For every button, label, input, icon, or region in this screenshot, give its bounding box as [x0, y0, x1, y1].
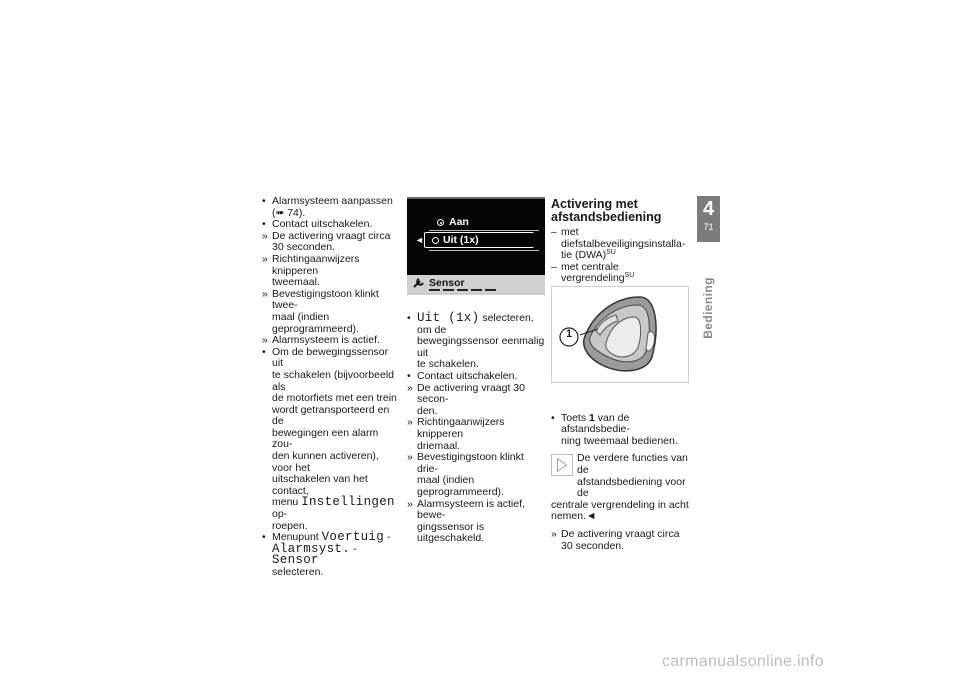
list-item-text: te schakelen. — [417, 358, 479, 371]
code-alarmsyst: Alarmsyst. — [272, 541, 351, 556]
list-item-text: den kunnen activeren), voor het — [272, 450, 379, 474]
menu-divider — [429, 230, 539, 231]
list-item-text: gingssensor is uitgeschakeld. — [417, 520, 485, 545]
page-number: 71 — [703, 222, 714, 232]
column-2 — [407, 313, 547, 545]
list-item — [262, 370, 400, 393]
list-item: 30 seconden. — [561, 539, 625, 552]
list-marker: • — [262, 195, 266, 207]
code-voertuig: Voertuig — [321, 530, 385, 545]
list-item-text: den. — [417, 404, 438, 417]
section-side-label: Bediening — [701, 277, 715, 339]
list-item — [407, 522, 547, 545]
chapter-number: 4 — [702, 198, 715, 220]
code-instellingen: Instellingen — [301, 495, 395, 510]
list-item-text: (➠ 74). — [272, 206, 306, 219]
list-item-text: maal (indien geprogrammeerd). — [272, 310, 359, 335]
list-marker: • — [407, 369, 411, 382]
list-item — [262, 347, 400, 370]
list-item-text: De activering vraagt circa — [272, 229, 391, 242]
key-fob-image — [551, 286, 689, 383]
list-item-text: tweemaal. — [272, 276, 320, 289]
list-item: menu Instellingen op- — [272, 495, 395, 521]
list-item-text: Bevestigingstoon klinkt drie- — [417, 451, 524, 475]
wrench-icon — [412, 277, 426, 289]
note: De verdere functies van de afstandsbediening voor de centrale vergrendeling in acht nemen.◄ — [551, 453, 689, 523]
list-marker: » — [262, 334, 268, 347]
list-marker: » — [262, 252, 268, 265]
list-item — [262, 428, 400, 451]
list-item: • Menupunt Voertuig - — [262, 530, 391, 545]
option-aan: Aan — [449, 216, 469, 228]
list-item: tie (DWA)$^{SU}$ — [561, 249, 616, 262]
list-item: roepen. — [272, 519, 308, 532]
list-item-text: selecteren, om de — [417, 312, 534, 336]
display-screen-image — [407, 197, 545, 295]
option-uit: Uit (1x) — [443, 234, 479, 246]
list-marker: » — [407, 416, 413, 429]
section-heading: Activering met afstandsbediening — [551, 197, 662, 224]
chapter-tab — [697, 196, 720, 242]
list-item-text: De activering vraagt 30 secon- — [417, 381, 525, 406]
sensor-label: Sensor — [429, 277, 465, 289]
list-item-text: Contact uitschakelen. — [272, 218, 373, 231]
selection-highlight — [424, 232, 534, 248]
list-item: • Uit (1x) selecteren, om de — [407, 311, 534, 336]
list-item — [407, 383, 547, 406]
list-item-text: Alarmsysteem is actief. — [272, 334, 380, 347]
list-item — [407, 452, 547, 475]
watermark: carmanualsonline.info — [662, 653, 824, 670]
note-play-icon — [551, 454, 573, 476]
list-item — [407, 499, 547, 522]
progress-dash — [443, 289, 454, 291]
list-item — [262, 254, 400, 277]
list-item — [262, 474, 400, 497]
list-item: – met centrale vergrendeling$^{SU}$ — [551, 260, 635, 285]
list-item-text: 30 seconden. — [272, 241, 336, 254]
list-item-text: te schakelen (bijvoorbeeld als — [272, 368, 394, 393]
list-item — [262, 451, 400, 474]
list-marker: » — [407, 381, 413, 394]
list-item-text: de motorfiets met een trein — [272, 392, 397, 405]
list-item — [407, 417, 547, 440]
progress-dash — [471, 289, 482, 291]
list-item-text: Bevestigingstoon klinkt twee- — [272, 287, 379, 312]
list-item-text: uitschakelen van het contact, — [272, 473, 368, 497]
list-item — [407, 475, 547, 498]
list-item-text: wordt getransporteerd en de — [272, 403, 390, 428]
list-item: Alarmsyst. - Sensor — [272, 541, 357, 568]
list-item-text: Contact uitschakelen. — [417, 369, 518, 382]
code-sensor: Sensor — [272, 553, 319, 568]
code-uit: Uit (1x) — [417, 311, 480, 325]
list-marker: » — [262, 287, 268, 300]
list-marker: • — [262, 218, 266, 231]
left-arrow-icon: ◄ — [415, 235, 424, 245]
radio-unselected-icon — [432, 237, 439, 244]
list-marker: » — [407, 451, 413, 464]
list-item — [262, 405, 400, 428]
list-marker: » — [407, 497, 413, 510]
list-item: ning tweemaal bedienen. — [561, 434, 678, 447]
list-marker: • — [262, 345, 266, 358]
list-marker: » — [262, 229, 268, 242]
menu-divider — [429, 250, 539, 251]
list-item: • Toets 1 van de afstandsbedie- — [551, 411, 630, 436]
list-item: selecteren. — [272, 566, 324, 578]
list-item-text: maal (indien geprogrammeerd). — [417, 474, 504, 498]
progress-dash — [457, 289, 468, 291]
list-item-text: Alarmsysteem is actief, bewe- — [417, 497, 525, 522]
list-item-text: bewegingssensor eenmalig uit — [417, 335, 545, 359]
end-marker-icon: ◄ — [586, 510, 597, 523]
list-item-text: Richtingaanwijzers knipperen — [272, 252, 360, 277]
progress-dash — [429, 289, 440, 291]
callout-number: 1 — [565, 328, 573, 340]
list-item — [262, 312, 400, 335]
list-item: – met diefstalbeveiligingsinstalla- — [551, 226, 686, 250]
list-item-text: driemaal. — [417, 439, 461, 452]
list-item — [262, 289, 400, 312]
radio-selected-icon — [437, 219, 444, 226]
progress-dash — [485, 289, 496, 291]
list-item — [407, 336, 547, 359]
column-1 — [262, 196, 400, 579]
list-item-text: Om de bewegingssensor uit — [272, 345, 389, 370]
list-item-text: bewegingen een alarm zou- — [272, 426, 379, 451]
list-item: » De activering vraagt circa — [551, 527, 680, 540]
list-item-text: Alarmsysteem aanpassen — [272, 195, 393, 207]
list-item-text: Richtingaanwijzers knipperen — [417, 416, 505, 440]
